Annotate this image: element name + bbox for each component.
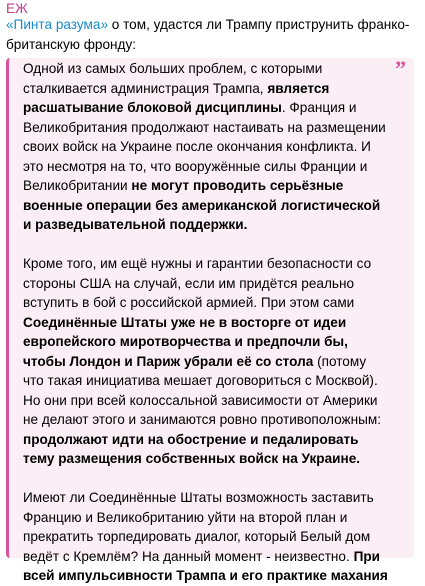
text-run: Имеют ли Соединённые Штаты возможность заставить Францию и Великобританию уйти на второй план и прекратить торпедировать диалог, который Белый дом ведёт с Кремлём? На данный момент - неизвестно. [23,490,374,564]
quote-paragraph [23,59,388,235]
bold-text: Соединённые Штаты уже не в восторге от идеи европейского миротворчества и предпочли бы, чтобы Лондон и Париж убрали её со стола [23,314,348,369]
quote-body [23,59,388,586]
quote-icon: ” [395,56,406,81]
intro-text: о том, удастся ли Трампу приструнить франко-британскую фронду: [6,17,410,52]
text-run: (потому что такая инициатива мешает договориться с Москвой). Но они при всей колоссальной зависимости от Америки не делают этого и занимаются ровно противоположным: [23,353,382,427]
bold-text: продолжают идти на обострение и педалировать тему размещения собственных войск на Украине. [23,431,361,466]
text-run: Одной из самых больших проблем, с которыми сталкивается администрация Трампа, [23,61,323,96]
bold-text: является расшатывание блоковой дисциплины [23,80,330,115]
sender-name[interactable]: ЕЖ [6,1,28,16]
text-run: . Франция и Великобритания продолжают настаивать на размещении своих войск на Украине после окончания конфликта. И это несмотря на то, что вооружённые силы Франции и Великобритании [23,100,386,193]
quote-block [6,56,414,583]
bold-text: не могут проводить серьёзные военные операции без американской логистической и разведывательной поддержки. [23,178,381,232]
bold-text: При всей импульсивности Трампа и его практике махания [23,548,388,583]
quote-paragraph [23,488,388,586]
channel-link[interactable]: «Пинта разума» [6,17,108,32]
quote-paragraph [23,254,388,469]
message-intro [6,15,416,54]
text-run: Кроме того, им ещё нужны и гарантии безопасности со стороны США на случай, если им придётся реально вступить в бой с российской армией. При этом сами [23,256,372,310]
